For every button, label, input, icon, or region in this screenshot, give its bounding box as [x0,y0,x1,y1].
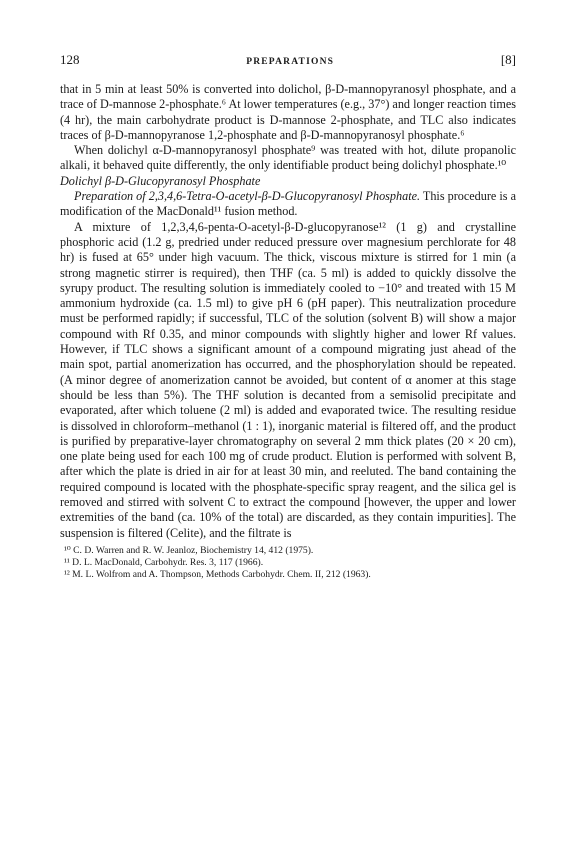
paragraph: that in 5 min at least 50% is converted into dolichol, β-D-mannopyranosyl phosphate, and a trace of D-mannose 2-phosphate.⁶ At lower temperatures (e.g., 37°) and longer reaction times (4 hr), the main carbohydrate product is D-mannose 2-phosphate, and TLC also indicates traces of β-D-mannopyranose 1,2-phosphate and β-D-mannopyranosyl phosphate.⁶ [60,82,516,142]
footnote: ¹² M. L. Wolfrom and A. Thompson, Methods Carbohydr. Chem. II, 212 (1963). [64,568,371,580]
page [60,52,516,581]
section-heading: Dolichyl β-D-Glucopyranosyl Phosphate [60,173,261,188]
paragraph: A mixture of 1,2,3,4,6-penta-O-acetyl-β-D-glucopyranose¹² (1 g) and crystalline phosphoric acid (1.2 g, predried under reduced pressure over magnesium perchlorate for 48 hr) is fused at 65° under high vacuum. The thick, viscous mixture is stirred for 1 min (a strong magnetic stirrer is required), then THF (ca. 5 ml) is added to quickly dissolve the syrupy product. The resulting solution is immediately cooled to −10° and treated with 15 M ammonium hydroxide (ca. 1.5 ml) to give pH 6 (pH paper). This neutralization procedure must be performed rapidly; if successful, TLC of the solution (solvent B) will show a major compound with Rf 0.35, and minor compounds with slightly higher and lower Rf values. However, if TLC shows a significant amount of a compound migrating just ahead of the main spot, partial anomerization has occurred, and the phosphorylation should be repeated. (A minor degree of anomerization cannot be avoided, but content of α anomer at this stage should be less than 5%). The THF solution is decanted from a semisolid precipitate and evaporated, after which toluene (2 ml) is added and evaporated twice. The resulting residue is dissolved in chloroform–methanol (1 : 1), inorganic material is filtered off, and the product is purified by preparative-layer chromatography on several 2 mm thick plates (20 × 20 cm), one plate being used for each 100 mg of crude product. Elution is performed with solvent B, after which the plate is dried in air for at least 30 min, and reeluted. The band containing the required compound is located with the phosphate-specific spray reagent, and the silica gel is removed and stirred with solvent C to extract the compound [however, the upper and lower extremities of the band (ca. 10% of the total) are discarded, as they contain impurities]. The suspension is filtered (Celite), and the filtrate is [60,219,516,540]
footnote: ¹¹ D. L. MacDonald, Carbohydr. Res. 3, 117 (1966). [64,556,264,568]
page-header [60,52,516,72]
running-title: PREPARATIONS [246,57,335,67]
paragraph: When dolichyl α-D-mannopyranosyl phosphate⁹ was treated with hot, dilute propanolic alkali, it behaved quite differently, the only identifiable product being dolichyl phosphate.¹⁰ [60,143,516,173]
subsection-heading: Preparation of 2,3,4,6-Tetra-O-acetyl-β-D-Glucopyranosyl Phosphate. [74,189,421,204]
paragraph [60,189,516,220]
body-text [60,82,516,541]
chapter-number: [8] [500,52,516,67]
page-number: 128 [60,52,80,67]
footnote: ¹⁰ C. D. Warren and R. W. Jeanloz, Biochemistry 14, 412 (1975). [64,544,314,556]
footnotes [60,545,516,581]
paragraph-text: This procedure is a modification of the MacDonald¹¹ fusion method. [60,189,516,219]
